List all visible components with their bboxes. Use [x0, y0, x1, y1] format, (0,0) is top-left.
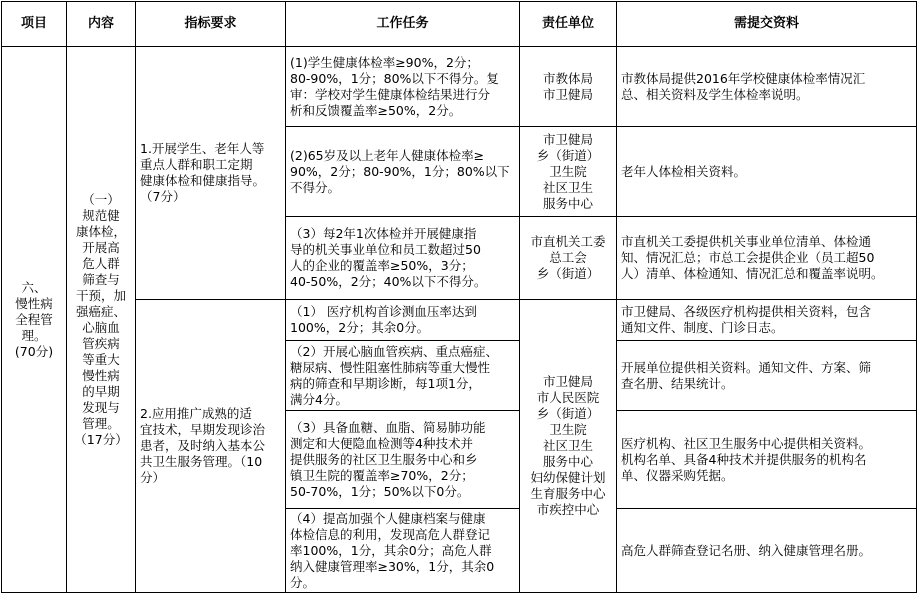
unit-cell: 市卫健局 市人民医院 乡（街道） 卫生院 社区卫生 服务中心 妇幼保健计划 生育服务中心 市疾控中心: [519, 299, 617, 593]
task-cell: （3）具备血糖、血脂、简易肺功能 测定和大便隐血检测等4种技术并 提供服务的社区卫生服务中心和乡 镇卫生院的覆盖率≥70%，2分； 50-70%，1分；50%以下0分。: [285, 410, 520, 509]
task-cell: (1)学生健康体检率≥90%，2分； 80-90%，1分；80%以下不得分。复 审：学校对学生健康体检结果进行分 析和反馈覆盖率≥50%，2分。: [285, 46, 520, 127]
task-cell: （1） 医疗机构首诊测血压率达到 100%，2分；其余0分。: [285, 299, 520, 341]
task-cell: (2)65岁及以上老年人健康体检率≥ 90%，2分；80-90%，1分；80%以下 不得分。: [285, 126, 520, 217]
unit-cell: 市卫健局 乡（街道） 卫生院 社区卫生 服务中心: [519, 126, 617, 217]
header-indicator: 指标要求: [135, 1, 286, 47]
item-cell: 六、 慢性病 全程管 理。 (70分): [1, 46, 67, 593]
unit-cell: 市直机关工委 总工会 乡（街道）: [519, 216, 617, 300]
materials-cell: 开展单位提供相关资料。通知文件、方案、筛 查名册、结果统计。: [616, 340, 917, 411]
materials-cell: 高危人群筛查登记名册、纳入健康管理名册。: [616, 508, 917, 593]
materials-cell: 老年人体检相关资料。: [616, 126, 917, 217]
indicator-cell: 2.应用推广成熟的适 宜技术，早期发现诊治 患者，及时纳入基本公 共卫生服务管理。（10 分）: [135, 299, 286, 593]
header-materials: 需提交资料: [616, 1, 917, 47]
task-cell: （2）开展心脑血管疾病、重点癌症、 糖尿病、慢性阻塞性肺病等重大慢性 病的筛查和早期诊断，每1项1分， 满分4分。: [285, 340, 520, 411]
unit-cell: 市教体局 市卫健局: [519, 46, 617, 127]
materials-cell: 医疗机构、社区卫生服务中心提供相关资料。 机构名单、具备4种技术并提供服务的机构名 单、仪器采购凭据。: [616, 410, 917, 509]
content-cell: （一） 规范健 康体检， 开展高 危人群 筛查与 干预，加 强癌症、 心脑血 管疾病 等重大 慢性病 的早期 发现与 管理。 （17分）: [66, 46, 136, 593]
header-item: 项目: [1, 1, 67, 47]
header-task: 工作任务: [285, 1, 520, 47]
materials-cell: 市卫健局、各级医疗机构提供相关资料，包含 通知文件、制度、门诊日志。: [616, 299, 917, 341]
task-cell: （3）每2年1次体检并开展健康指 导的机关事业单位和员工数超过50 人的企业的覆盖率≥50%，3分； 40-50%，2分；40%以下不得分。: [285, 216, 520, 300]
task-cell: （4）提高加强个人健康档案与健康 体检信息的利用，发现高危人群登记 率100%，1分，其余0分；高危人群 纳入健康管理率≥30%，1分，其余0 分。: [285, 508, 520, 593]
materials-cell: 市教体局提供2016年学校健康体检率情况汇 总、相关资料及学生体检率说明。: [616, 46, 917, 127]
materials-cell: 市直机关工委提供机关事业单位清单、体检通 知、情况汇总；市总工会提供企业（员工超50 人）清单、体检通知、情况汇总和覆盖率说明。: [616, 216, 917, 300]
indicator-cell: 1.开展学生、老年人等 重点人群和职工定期 健康体检和健康指导。 （7分）: [135, 46, 286, 300]
header-content: 内容: [66, 1, 136, 47]
header-unit: 责任单位: [519, 1, 617, 47]
